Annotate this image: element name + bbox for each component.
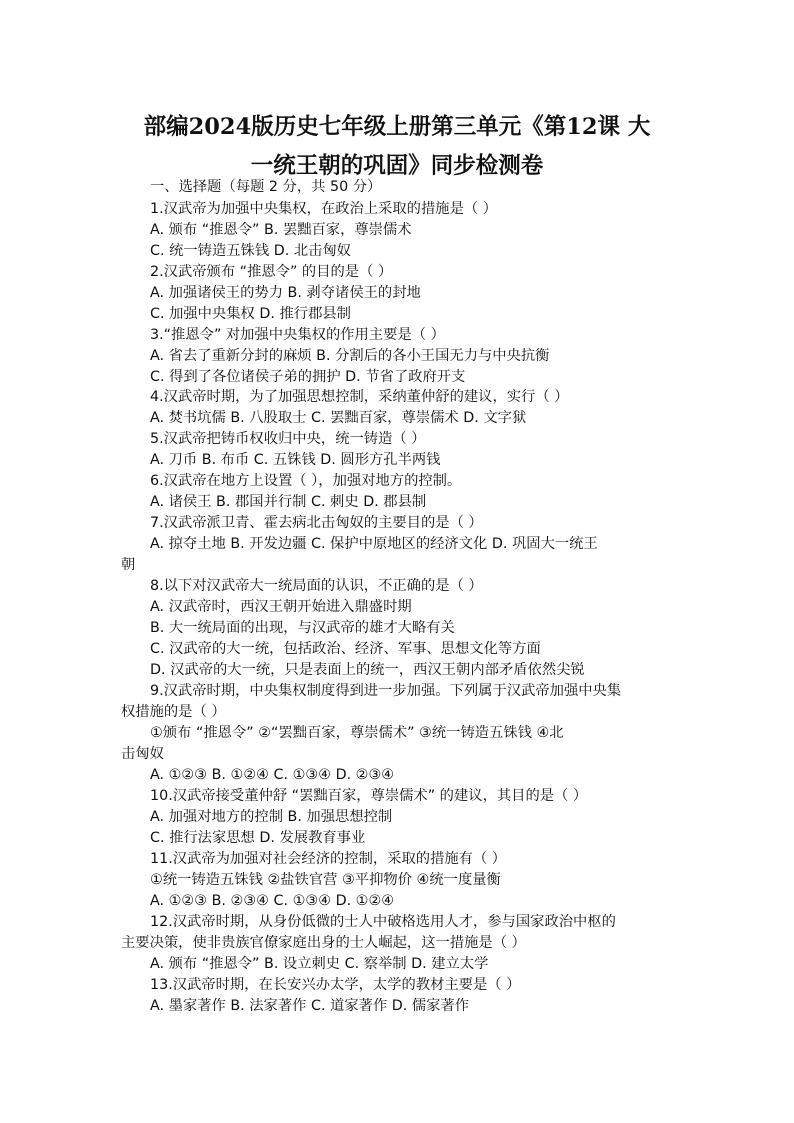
question-11-options: A. ①②③ B. ②③④ C. ①③④ D. ①②④ bbox=[150, 893, 395, 909]
question-11: 11.汉武帝为加强对社会经济的控制，采取的措施有（ ） bbox=[150, 851, 507, 867]
question-12-options: A. 颁布 “推恩令” B. 设立刺史 C. 察举制 D. 建立太学 bbox=[150, 956, 489, 972]
question-2: 2.汉武帝颁布 “推恩令” 的目的是（ ） bbox=[150, 264, 393, 280]
question-8-option-a: A. 汉武帝时，西汉王朝开始进入鼎盛时期 bbox=[150, 599, 412, 615]
section-heading: 一、选择题（每题 2 分，共 50 分） bbox=[150, 179, 382, 195]
question-10: 10.汉武帝接受董仲舒 “罢黜百家，尊崇儒术” 的建议，其目的是（ ） bbox=[150, 788, 588, 804]
question-10-options-cd: C. 推行法家思想 D. 发展教育事业 bbox=[150, 830, 366, 846]
document-title-line-1: 部编2024版历史七年级上册第三单元《第12课 大 bbox=[143, 114, 651, 140]
question-9-items: ①颁布 “推恩令” ②“罢黜百家，尊崇儒术” ③统一铸造五铢钱 ④北 bbox=[150, 725, 564, 741]
question-12-continued: 主要决策，使非贵族官僚家庭出身的士人崛起，这一措施是（ ） bbox=[121, 935, 526, 951]
question-9-continued: 权措施的是（ ） bbox=[121, 704, 226, 720]
question-8-option-c: C. 汉武帝的大一统，包括政治、经济、军事、思想文化等方面 bbox=[150, 641, 541, 657]
question-10-options-ab: A. 加强对地方的控制 B. 加强思想控制 bbox=[150, 809, 393, 825]
question-4: 4.汉武帝时期，为了加强思想控制，采纳董仲舒的建议，实行（ ） bbox=[150, 389, 569, 405]
question-3: 3.“推恩令” 对加强中央集权的作用主要是（ ） bbox=[150, 327, 445, 343]
question-8-option-b: B. 大一统局面的出现，与汉武帝的雄才大略有关 bbox=[150, 620, 455, 636]
question-7: 7.汉武帝派卫青、霍去病北击匈奴的主要目的是（ ） bbox=[150, 515, 483, 531]
question-12: 12.汉武帝时期，从身份低微的士人中破格选用人才，参与国家政治中枢的 bbox=[150, 914, 616, 930]
question-6-options: A. 诸侯王 B. 郡国并行制 C. 刺史 D. 郡县制 bbox=[150, 494, 427, 510]
question-13-options: A. 墨家著作 B. 法家著作 C. 道家著作 D. 儒家著作 bbox=[150, 998, 470, 1014]
question-5-options: A. 刀币 B. 布币 C. 五铢钱 D. 圆形方孔半两钱 bbox=[150, 452, 441, 468]
question-11-items: ①统一铸造五铢钱 ②盐铁官营 ③平抑物价 ④统一度量衡 bbox=[150, 872, 501, 888]
question-8: 8.以下对汉武帝大一统局面的认识，不正确的是（ ） bbox=[150, 578, 483, 594]
question-9: 9.汉武帝时期，中央集权制度得到进一步加强。下列属于汉武帝加强中央集 bbox=[150, 683, 622, 699]
question-1-options-ab: A. 颁布 “推恩令” B. 罢黜百家，尊崇儒术 bbox=[150, 222, 412, 238]
question-7-options-continued: 朝 bbox=[121, 557, 136, 573]
question-3-options-cd: C. 得到了各位诸侯子弟的拥护 D. 节省了政府开支 bbox=[150, 369, 466, 385]
question-6: 6.汉武帝在地方上设置（ ），加强对地方的控制。 bbox=[150, 473, 462, 489]
question-13: 13.汉武帝时期，在长安兴办太学，太学的教材主要是（ ） bbox=[150, 977, 521, 993]
question-5: 5.汉武帝把铸币权收归中央，统一铸造（ ） bbox=[150, 431, 426, 447]
question-9-options: A. ①②③ B. ①②④ C. ①③④ D. ②③④ bbox=[150, 767, 395, 783]
question-7-options: A. 掠夺土地 B. 开发边疆 C. 保护中原地区的经济文化 D. 巩固大一统王 bbox=[150, 536, 598, 552]
question-2-options-cd: C. 加强中央集权 D. 推行郡县制 bbox=[150, 306, 351, 322]
question-1-options-cd: C. 统一铸造五铢钱 D. 北击匈奴 bbox=[150, 243, 351, 259]
question-2-options-ab: A. 加强诸侯王的势力 B. 剥夺诸侯王的封地 bbox=[150, 285, 421, 301]
question-9-items-continued: 击匈奴 bbox=[121, 746, 164, 762]
question-1: 1.汉武帝为加强中央集权，在政治上采取的措施是（ ） bbox=[150, 201, 498, 217]
question-3-options-ab: A. 省去了重新分封的麻烦 B. 分割后的各小王国无力与中央抗衡 bbox=[150, 348, 550, 364]
document-title-line-2: 一统王朝的巩固》同步检测卷 bbox=[250, 153, 544, 179]
question-4-options: A. 焚书坑儒 B. 八股取士 C. 罢黜百家，尊崇儒术 D. 文字狱 bbox=[150, 410, 527, 426]
question-8-option-d: D. 汉武帝的大一统，只是表面上的统一，西汉王朝内部矛盾依然尖锐 bbox=[150, 662, 585, 678]
